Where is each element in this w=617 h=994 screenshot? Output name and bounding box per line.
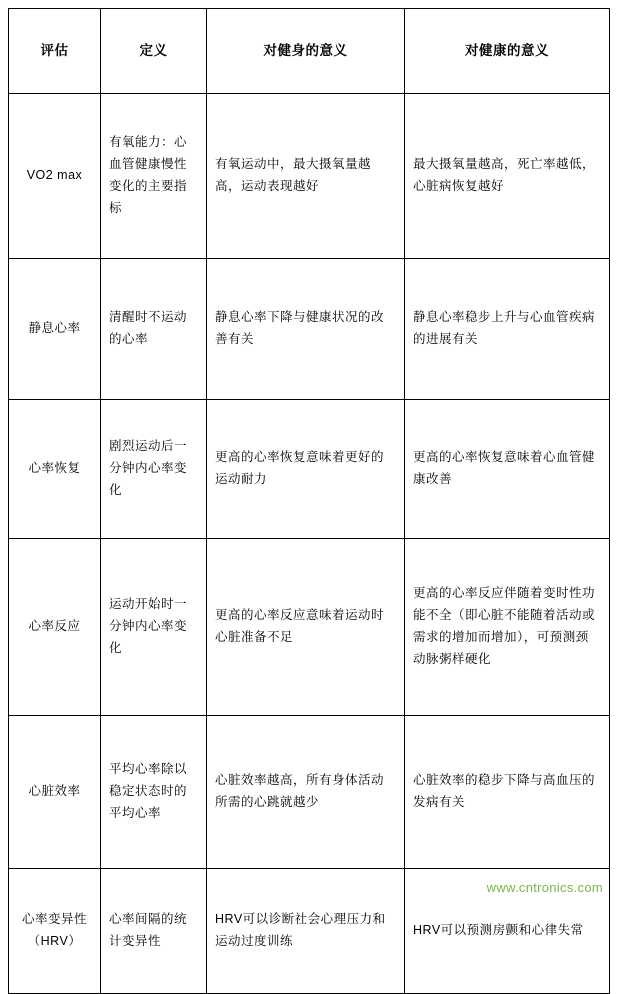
table-header xyxy=(9,9,610,94)
cell-fitness: 心脏效率越高，所有身体活动所需的心跳就越少 xyxy=(207,716,405,869)
table-row xyxy=(9,400,610,539)
cell-fitness: 更高的心率恢复意味着更好的运动耐力 xyxy=(207,400,405,539)
cell-fitness: 更高的心率反应意味着运动时心脏准备不足 xyxy=(207,539,405,716)
cell-definition: 运动开始时一分钟内心率变化 xyxy=(101,539,207,716)
table-row xyxy=(9,539,610,716)
cell-assessment: 心脏效率 xyxy=(9,716,101,869)
cell-health: HRV可以预测房颤和心律失常 xyxy=(405,869,610,994)
cell-fitness: HRV可以诊断社会心理压力和运动过度训练 xyxy=(207,869,405,994)
cell-definition: 剧烈运动后一分钟内心率变化 xyxy=(101,400,207,539)
table-row xyxy=(9,716,610,869)
cell-health: 心脏效率的稳步下降与高血压的发病有关 xyxy=(405,716,610,869)
table-row xyxy=(9,94,610,259)
cell-health: 最大摄氧量越高，死亡率越低，心脏病恢复越好 xyxy=(405,94,610,259)
cell-health: 静息心率稳步上升与心血管疾病的进展有关 xyxy=(405,259,610,400)
cell-assessment: VO2 max xyxy=(9,94,101,259)
column-header-health-meaning: 对健康的意义 xyxy=(405,9,610,94)
cell-assessment: 心率恢复 xyxy=(9,400,101,539)
table-body xyxy=(9,94,610,994)
cell-definition: 心率间隔的统计变异性 xyxy=(101,869,207,994)
watermark: www.cntronics.com xyxy=(486,880,603,895)
cell-fitness: 有氧运动中，最大摄氧量越高，运动表现越好 xyxy=(207,94,405,259)
column-header-fitness-meaning: 对健身的意义 xyxy=(207,9,405,94)
cell-assessment: 心率反应 xyxy=(9,539,101,716)
cell-definition: 清醒时不运动的心率 xyxy=(101,259,207,400)
cell-assessment: 静息心率 xyxy=(9,259,101,400)
cell-fitness: 静息心率下降与健康状况的改善有关 xyxy=(207,259,405,400)
cell-definition: 平均心率除以稳定状态时的平均心率 xyxy=(101,716,207,869)
cell-assessment: 心率变异性（HRV） xyxy=(9,869,101,994)
cell-health: 更高的心率反应伴随着变时性功能不全（即心脏不能随着活动或需求的增加而增加），可预测颈动脉粥样硬化 xyxy=(405,539,610,716)
header-row xyxy=(9,9,610,94)
table-row xyxy=(9,259,610,400)
column-header-assessment: 评估 xyxy=(9,9,101,94)
cell-definition: 有氧能力：心血管健康慢性变化的主要指标 xyxy=(101,94,207,259)
metrics-table xyxy=(8,8,610,994)
column-header-definition: 定义 xyxy=(101,9,207,94)
cell-health: 更高的心率恢复意味着心血管健康改善 xyxy=(405,400,610,539)
